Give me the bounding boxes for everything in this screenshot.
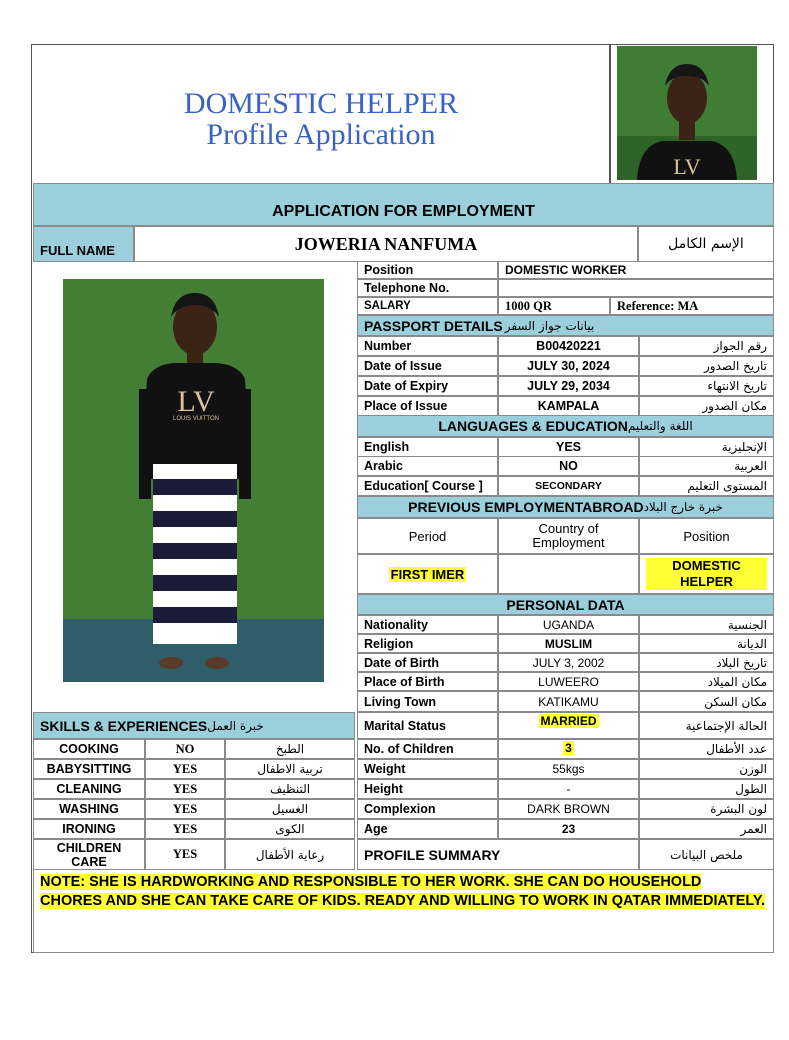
language-row-label: Education[ Course ]	[357, 476, 498, 496]
personal-row-value	[498, 799, 639, 819]
personal-row-arabic: مكان السكن	[639, 691, 774, 712]
language-row-value: SECONDARY	[498, 476, 639, 496]
passport-row-arabic: تاريخ الصدور	[639, 356, 774, 376]
previous-position-text: DOMESTIC HELPER	[646, 558, 767, 590]
personal-row-label: Nationality	[357, 615, 498, 634]
reference: Reference: MA	[610, 297, 774, 315]
language-row-value: YES	[498, 437, 639, 457]
application-title: APPLICATION FOR EMPLOYMENT	[33, 183, 774, 226]
summary-note-box	[33, 870, 774, 953]
skill-row-value: YES	[145, 759, 225, 779]
telephone-value	[498, 279, 774, 297]
full-name-label: FULL NAME	[33, 226, 134, 262]
skills-title-en: SKILLS & EXPERIENCES	[40, 717, 208, 734]
salary-label: SALARY	[357, 297, 498, 315]
personal-row-value	[498, 712, 639, 739]
personal-row-value	[498, 672, 639, 691]
skills-title	[33, 712, 355, 739]
header-title	[33, 88, 609, 150]
full-body-photo	[63, 279, 324, 682]
personal-row-label: No. of Children	[357, 739, 498, 759]
previous-title-en: PREVIOUS EMPLOYMENTABROAD	[408, 499, 644, 515]
col-position: Position	[639, 518, 774, 554]
personal-row-value	[498, 691, 639, 712]
personal-row-value-text: DARK BROWN	[527, 802, 610, 816]
passport-row-arabic: رقم الجواز	[639, 336, 774, 356]
language-row-arabic: الإنجليزية	[639, 437, 774, 457]
passport-row-label: Number	[357, 336, 498, 356]
personal-row-arabic: لون البشرة	[639, 799, 774, 819]
passport-row-value: KAMPALA	[498, 396, 639, 416]
personal-row-arabic: الديانة	[639, 634, 774, 653]
personal-row-label: Religion	[357, 634, 498, 653]
personal-title: PERSONAL DATA	[357, 594, 774, 615]
personal-row-label: Height	[357, 779, 498, 799]
position-value: DOMESTIC WORKER	[498, 261, 774, 279]
skill-row-label: COOKING	[33, 739, 145, 759]
position-label: Position	[357, 261, 498, 279]
personal-row-arabic: مكان الميلاد	[639, 672, 774, 691]
personal-row-arabic: العمر	[639, 819, 774, 839]
title-line-1: DOMESTIC HELPER	[183, 87, 459, 120]
personal-row-label: Marital Status	[357, 712, 498, 739]
skill-row-value: YES	[145, 779, 225, 799]
previous-position	[639, 554, 774, 594]
personal-row-arabic: الحالة الإجتماعية	[639, 712, 774, 739]
passport-title-ar: بيانات جواز السفر	[504, 318, 595, 333]
personal-row-value	[498, 759, 639, 779]
svg-text:LV: LV	[177, 385, 215, 418]
skill-row-label: BABYSITTING	[33, 759, 145, 779]
col-country	[498, 518, 639, 554]
personal-row-value-text: JULY 3, 2002	[532, 655, 605, 670]
personal-row-label: Living Town	[357, 691, 498, 712]
personal-row-arabic: الوزن	[639, 759, 774, 779]
personal-row-arabic: عدد الأطفال	[639, 739, 774, 759]
language-row-label: Arabic	[357, 456, 498, 476]
personal-row-arabic: تاريخ البلاد	[639, 653, 774, 672]
passport-title	[357, 315, 774, 336]
previous-period	[357, 554, 498, 594]
personal-row-value-text: LUWEERO	[538, 674, 599, 689]
passport-row-label: Date of Issue	[357, 356, 498, 376]
previous-country	[498, 554, 639, 594]
personal-row-label: Date of Birth	[357, 653, 498, 672]
personal-row-value-text: UGANDA	[542, 617, 595, 632]
skill-row-arabic: الغسيل	[225, 799, 355, 819]
skill-row-arabic: التنظيف	[225, 779, 355, 799]
skill-row-label: WASHING	[33, 799, 145, 819]
passport-title-en: PASSPORT DETAILS	[364, 317, 503, 334]
personal-row-value	[498, 615, 639, 634]
languages-title-en: LANGUAGES & EDUCATION	[438, 418, 628, 434]
skill-row-value: YES	[145, 819, 225, 839]
profile-summary-arabic: ملخص البيانات	[639, 839, 774, 870]
language-row-arabic: العربية	[639, 456, 774, 476]
personal-row-value-text: -	[566, 782, 571, 796]
skill-row-value: YES	[145, 799, 225, 819]
passport-row-label: Place of Issue	[357, 396, 498, 416]
full-name-arabic: الإسم الكامل	[638, 226, 774, 262]
personal-row-label: Complexion	[357, 799, 498, 819]
skill-row-value: YES	[145, 839, 225, 870]
salary-value: 1000 QR	[498, 297, 610, 315]
personal-row-value	[498, 819, 639, 839]
language-row-value: NO	[498, 456, 639, 476]
personal-row-value-text: KATIKAMU	[538, 694, 599, 709]
skill-row-label: CLEANING	[33, 779, 145, 799]
personal-row-value	[498, 634, 639, 653]
skill-row-arabic: الكوى	[225, 819, 355, 839]
passport-row-value: B00420221	[498, 336, 639, 356]
personal-row-label: Age	[357, 819, 498, 839]
previous-title-ar: خبرة خارج البلاد	[643, 500, 723, 514]
personal-row-label: Place of Birth	[357, 672, 498, 691]
profile-summary-title: PROFILE SUMMARY	[357, 839, 639, 870]
personal-row-value	[498, 779, 639, 799]
title-line-2: Profile Application	[206, 118, 436, 151]
summary-note: NOTE: SHE IS HARDWORKING AND RESPONSIBLE TO HER WORK. SHE CAN DO HOUSEHOLD CHORES AND SHE CAN TAKE CARE OF KIDS. READY AND WILLING TO WORK IN QATAR IMMEDIATELY.	[40, 874, 766, 909]
personal-row-arabic: الجنسية	[639, 615, 774, 634]
skills-title-ar: خبرة العمل	[207, 718, 264, 733]
skill-row-value: NO	[145, 739, 225, 759]
col-period: Period	[357, 518, 498, 554]
personal-row-arabic: الطول	[639, 779, 774, 799]
shirt-logo-text: LOUIS VUITTON	[173, 416, 219, 422]
skill-row-label: IRONING	[33, 819, 145, 839]
skill-row-arabic: تربية الاطفال	[225, 759, 355, 779]
passport-row-arabic: تاريخ الانتهاء	[639, 376, 774, 396]
languages-title-ar: اللغة والتعليم	[627, 419, 693, 433]
personal-row-label: Weight	[357, 759, 498, 779]
full-name-value: JOWERIA NANFUMA	[134, 226, 638, 262]
telephone-label: Telephone No.	[357, 279, 498, 297]
personal-row-value-text: 3	[565, 741, 572, 755]
passport-row-value: JULY 30, 2024	[498, 356, 639, 376]
passport-row-arabic: مكان الصدور	[639, 396, 774, 416]
col-country-text: Country of Employment	[532, 521, 605, 550]
personal-row-value	[498, 653, 639, 672]
headshot-photo	[617, 46, 757, 180]
personal-row-value-text: 55kgs	[552, 762, 585, 776]
languages-title	[357, 415, 774, 437]
previous-period-text: FIRST IMER	[390, 566, 465, 582]
previous-title	[357, 496, 774, 518]
passport-row-value: JULY 29, 2034	[498, 376, 639, 396]
personal-row-value-text: MUSLIM	[544, 636, 593, 651]
skill-row-arabic: الطبخ	[225, 739, 355, 759]
personal-row-value-text: 23	[561, 822, 576, 836]
passport-row-label: Date of Expiry	[357, 376, 498, 396]
svg-text:LV: LV	[673, 154, 701, 179]
personal-row-value-text: MARRIED	[540, 714, 597, 728]
language-row-arabic: المستوى التعليم	[639, 476, 774, 496]
header-divider	[609, 44, 611, 183]
skill-row-arabic: رعاية الأطفال	[225, 839, 355, 870]
skill-row-label: CHILDREN CARE	[33, 839, 145, 870]
personal-row-value	[498, 739, 639, 759]
language-row-label: English	[357, 437, 498, 457]
